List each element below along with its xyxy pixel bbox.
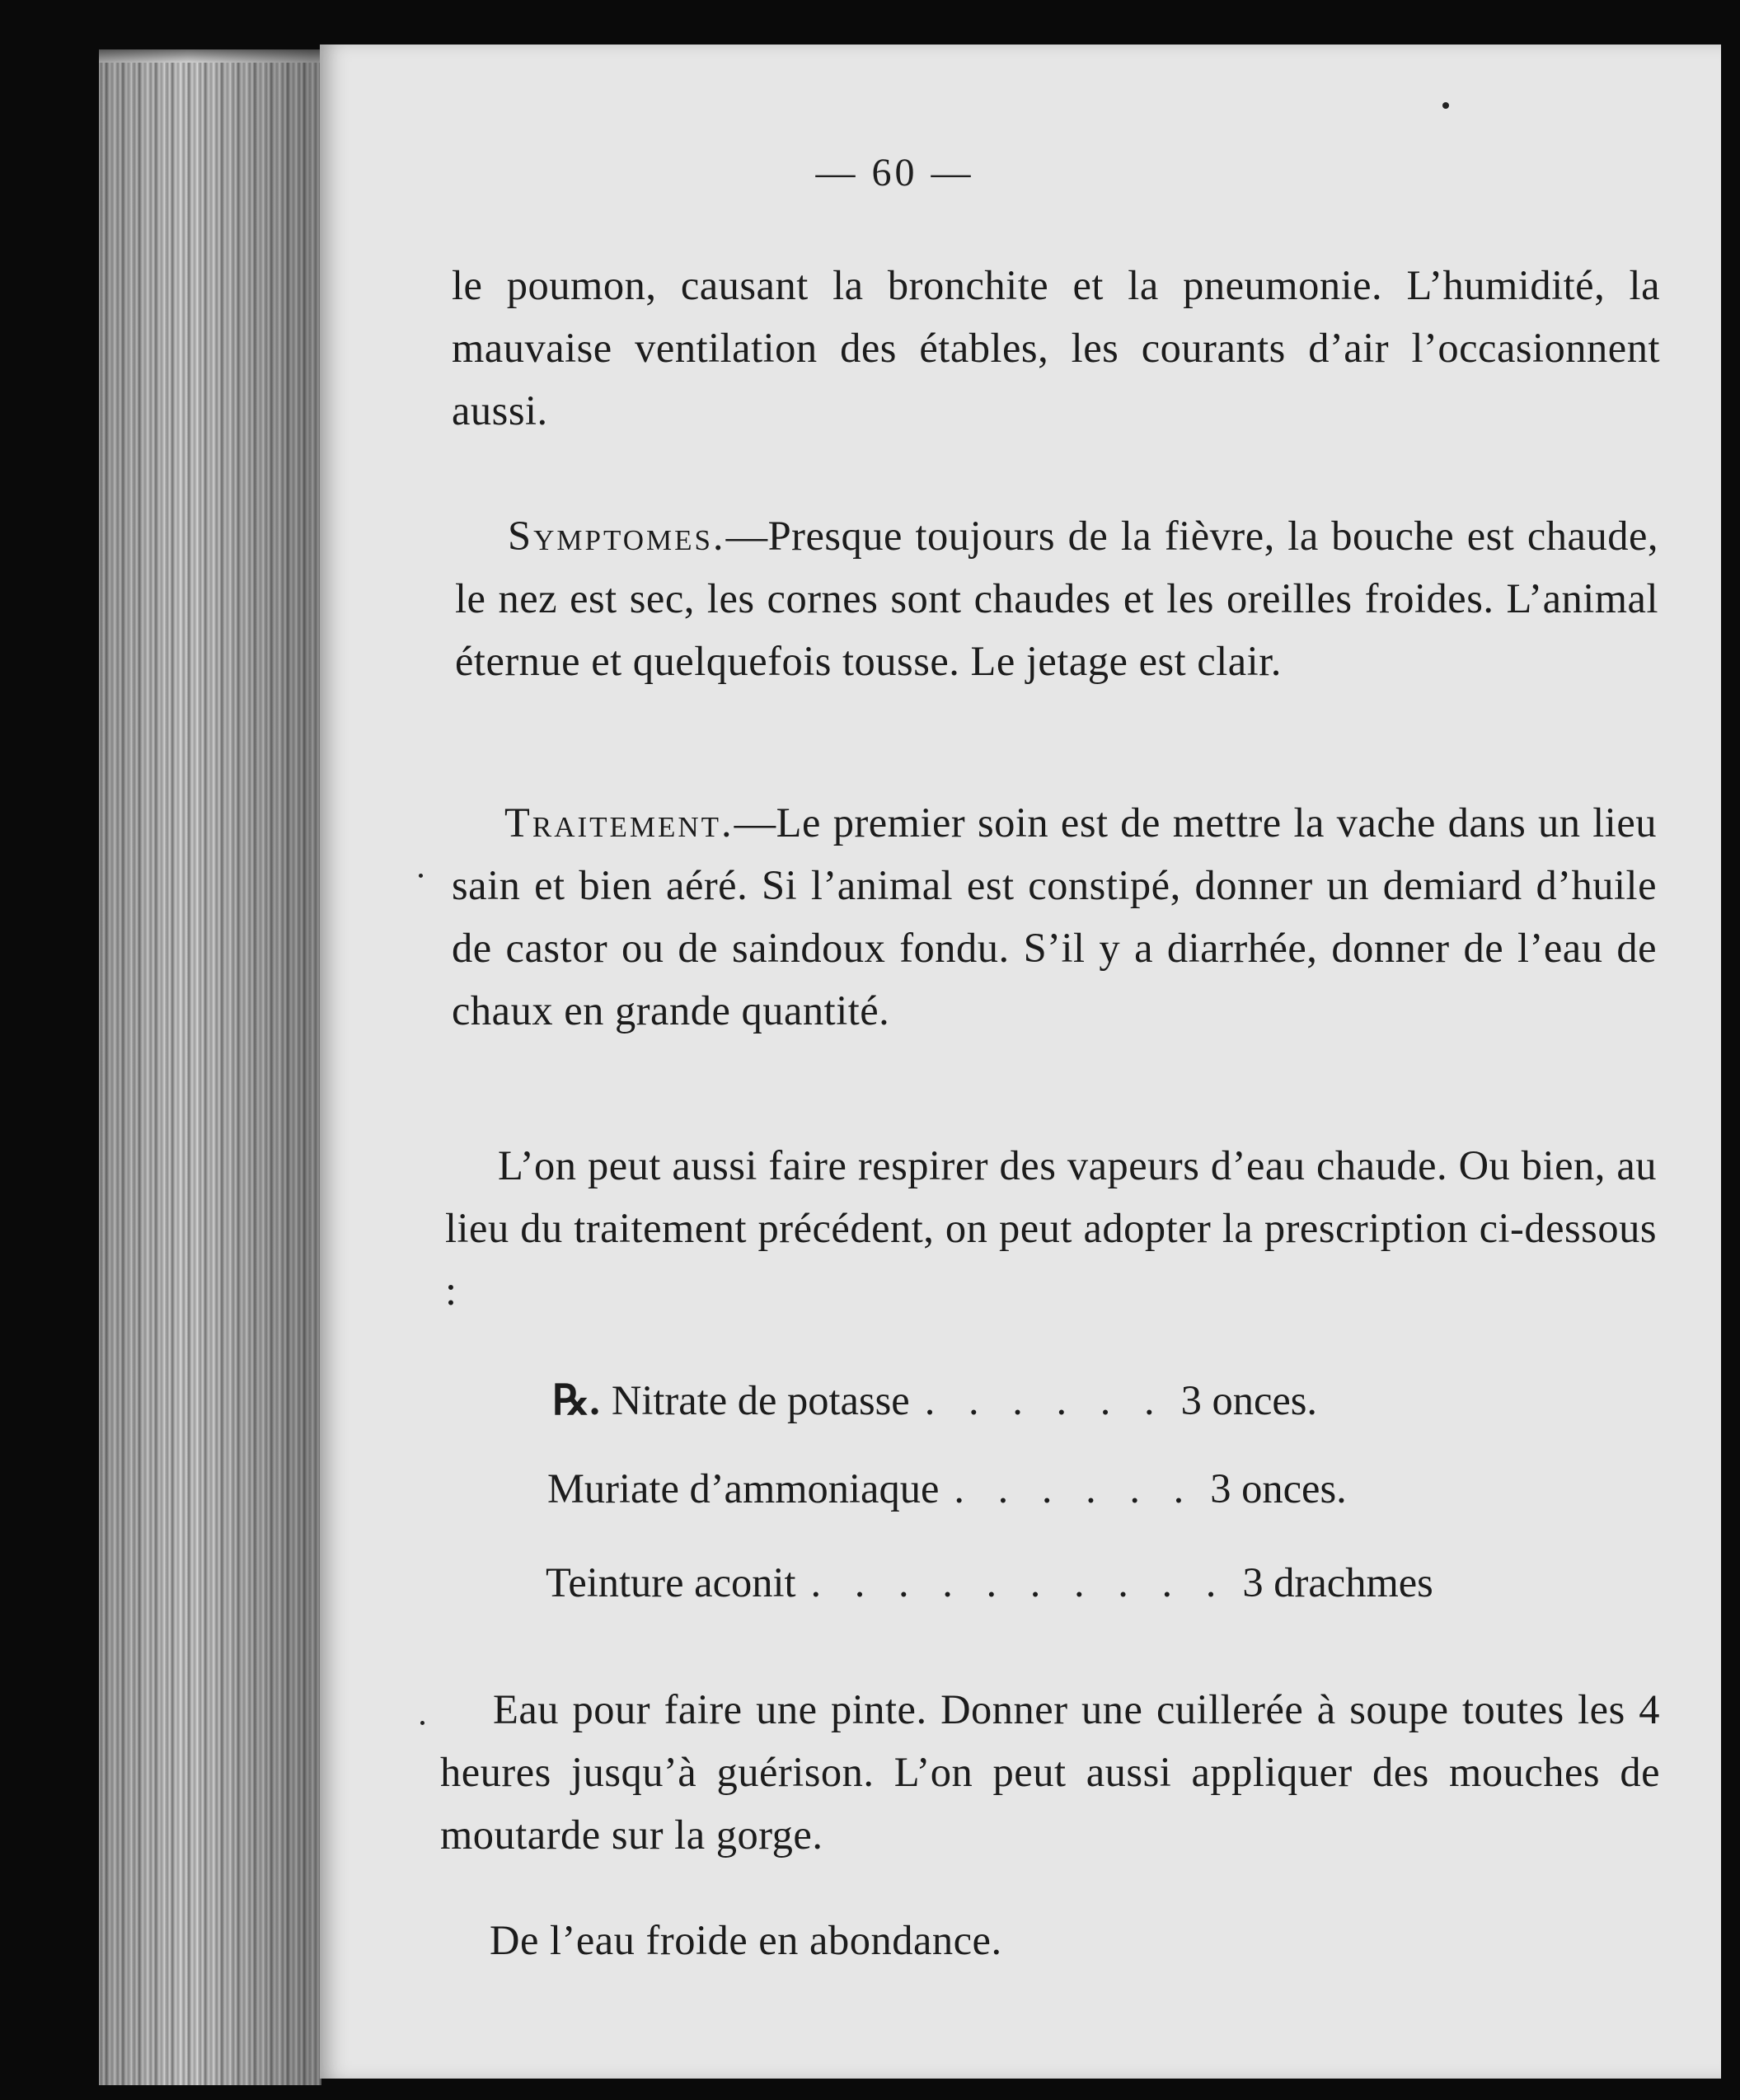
prescription-item-name: Nitrate de potasse [611, 1377, 910, 1423]
ink-speck [420, 1721, 424, 1725]
leader-dots: . . . . . . . . . . [810, 1559, 1228, 1605]
prescription-item [547, 1465, 1347, 1512]
leader-dots: . . . . . . [954, 1465, 1196, 1512]
paragraph-body [445, 1134, 1657, 1322]
paragraph-final [490, 1909, 1561, 1971]
leader-dots: . . . . . . [924, 1377, 1166, 1423]
section-heading-symptomes: Symptomes. [508, 513, 726, 559]
paragraph-text: —Presque toujours de la fièvre, la bouche est chaude, le nez est sec, les cornes sont chaudes et les oreilles froides. L’animal éternue et quelquefois tousse. Le jetage est clair. [455, 513, 1658, 684]
paragraph-body [440, 1678, 1660, 1866]
section-heading-traitement: Traitement. [504, 799, 734, 846]
prescription-item-name: Muriate d’ammoniaque [547, 1465, 940, 1512]
prescription-item [546, 1559, 1433, 1606]
paragraph-body [452, 791, 1657, 1042]
prescription-item-quantity: 3 onces. [1180, 1377, 1318, 1423]
paragraph-text: —Le premier soin est de mettre la vache dans un lieu sain et bien aéré. Si l’animal est constipé, donner un demiard d’huile de castor ou de saindoux fondu. S’il y a diarrhée, donner de l’eau de chaux en grande quantité. [452, 799, 1657, 1034]
paragraph-text: L’on peut aussi faire respirer des vapeurs d’eau chaude. Ou bien, au lieu du traitement précédent, on peut adopter la prescription ci-dessous : [445, 1142, 1657, 1314]
book-page-edges [99, 49, 321, 2085]
paragraph-body [455, 504, 1658, 692]
paragraph-text: Eau pour faire une pinte. Donner une cuillerée à soupe toutes les 4 heures jusqu’à guérison. L’on peut aussi appliquer des mouches de moutarde sur la gorge. [440, 1686, 1660, 1858]
book-page [320, 45, 1721, 2079]
paragraph-text: De l’eau froide en abondance. [490, 1917, 1002, 1963]
prescription-item-quantity: 3 drachmes [1242, 1559, 1433, 1605]
paragraph-symptomes [455, 504, 1658, 692]
rx-symbol: ℞. [552, 1377, 600, 1423]
page-edges-shadow [99, 49, 321, 2085]
prescription-item-quantity: 3 onces. [1210, 1465, 1347, 1512]
paragraph-alternative [445, 1134, 1657, 1322]
prescription-item [552, 1376, 1317, 1424]
paragraph-instructions [440, 1678, 1660, 1866]
paragraph-continuation [452, 254, 1660, 442]
prescription-item-name: Teinture aconit [546, 1559, 796, 1605]
ink-speck [419, 874, 423, 878]
page-number: — 60 — [815, 151, 974, 195]
ink-speck [1442, 102, 1449, 109]
paragraph-traitement [452, 791, 1657, 1042]
paragraph-text: le poumon, causant la bronchite et la pneumonie. L’humidité, la mauvaise ventilation des étables, les courants d’air l’occasionnent aussi. [452, 262, 1660, 434]
